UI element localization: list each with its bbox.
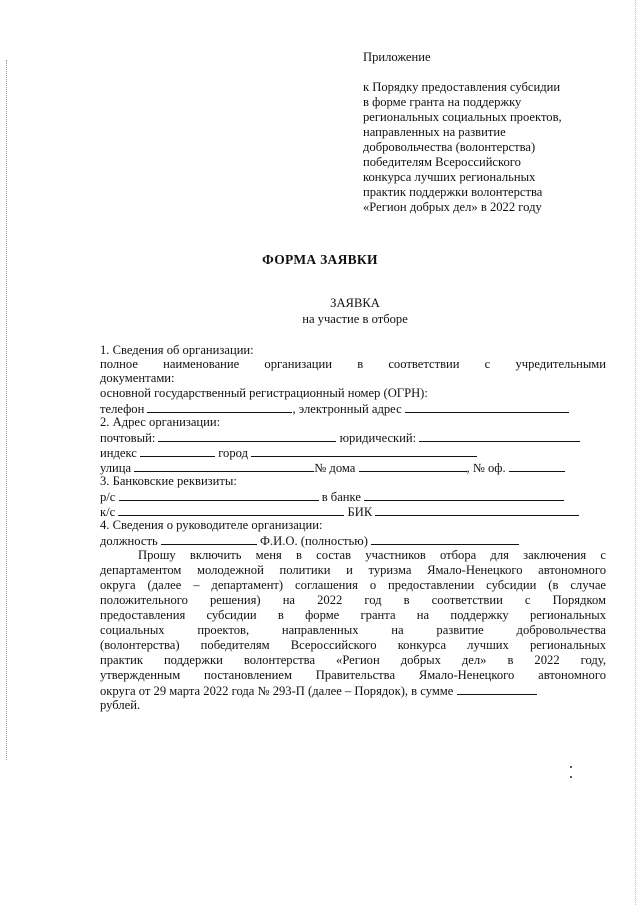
appendix-line: в форме гранта на поддержку [363, 95, 522, 109]
form-title: ФОРМА ЗАЯВКИ [262, 252, 378, 267]
index-label: индекс [100, 446, 137, 460]
bik-field[interactable] [375, 504, 579, 516]
full-name-label-cont: документами: [100, 371, 175, 385]
request-line: практик поддержки волонтерства «Регион добрых дел» в 2022 году, [100, 653, 606, 667]
office-label: , № оф. [466, 461, 506, 475]
section-2-heading: 2. Адрес организации: [100, 415, 221, 429]
position-field[interactable] [161, 533, 257, 545]
section-1-heading: 1. Сведения об организации: [100, 343, 254, 357]
rs-label: р/с [100, 490, 116, 504]
amount-field[interactable] [457, 683, 537, 695]
rs-field[interactable] [119, 489, 319, 501]
request-line: департаментом молодежной политики и туризма Ямало-Ненецкого автономного [100, 563, 606, 577]
email-label: , электронный адрес [292, 402, 402, 416]
house-label: № дома [314, 461, 356, 475]
bank-field[interactable] [364, 489, 564, 501]
email-field[interactable] [405, 401, 569, 413]
legal-address-field[interactable] [419, 430, 580, 442]
scan-right-edge [635, 0, 636, 905]
request-line: положительного решения) на 2022 год в соответствии с Порядком [100, 593, 606, 607]
appendix-line: практик поддержки волонтерства [363, 185, 543, 199]
appendix-line: добровольчества (волонтерства) [363, 140, 536, 154]
request-line: предоставления субсидии в форме гранта на поддержку региональных [100, 608, 606, 622]
appendix-line: направленных на развитие [363, 125, 506, 139]
appendix-line: конкурса лучших региональных [363, 170, 536, 184]
section-4-heading: 4. Сведения о руководителе организации: [100, 518, 323, 532]
postal-label: почтовый: [100, 431, 156, 445]
house-field[interactable] [359, 460, 467, 472]
scan-speck [570, 776, 572, 778]
head-row [100, 533, 519, 549]
appendix-heading: Приложение [363, 50, 431, 64]
scan-speck [570, 766, 572, 768]
fio-label: Ф.И.О. (полностью) [260, 534, 368, 548]
request-line: утвержденным постановлением Правительства Ямало-Ненецкого автономного [100, 668, 606, 682]
request-line: округа (далее – департамент) соглашения о предоставлении субсидии (в случае [100, 578, 606, 592]
appendix-line: региональных социальных проектов, [363, 110, 562, 124]
postal-address-field[interactable] [158, 430, 336, 442]
index-field[interactable] [140, 445, 215, 457]
section-3-heading: 3. Банковские реквизиты: [100, 474, 237, 488]
legal-label: юридический: [339, 431, 417, 445]
address-row-2 [100, 445, 477, 461]
request-line: (волонтерства) победителям Всероссийского конкурса лучших региональных [100, 638, 606, 652]
street-label: улица [100, 461, 132, 475]
bank-row-1 [100, 489, 564, 505]
address-row-1 [100, 430, 580, 446]
request-line: социальных проектов, направленных на развитие добровольчества [100, 623, 606, 637]
request-line: округа от 29 марта 2022 года № 293-П (далее – Порядок), в сумме [100, 684, 454, 698]
phone-label: телефон [100, 402, 145, 416]
currency-label: рублей. [100, 698, 141, 712]
bik-label: БИК [347, 505, 373, 519]
application-subtitle: на участие в отборе [302, 312, 408, 326]
ks-field[interactable] [118, 504, 344, 516]
position-label: должность [100, 534, 158, 548]
amount-row [100, 683, 537, 699]
application-title: ЗАЯВКА [330, 296, 380, 310]
request-line: Прошу включить меня в состав участников отбора для заключения с [138, 548, 606, 562]
ks-label: к/с [100, 505, 116, 519]
fio-field[interactable] [371, 533, 519, 545]
office-field[interactable] [509, 460, 565, 472]
bank-label: в банке [321, 490, 361, 504]
appendix-line: «Регион добрых дел» в 2022 году [363, 200, 542, 214]
appendix-line: к Порядку предоставления субсидии [363, 80, 561, 94]
ogrn-label: основной государственный регистрационный номер (ОГРН): [100, 386, 428, 400]
appendix-line: победителям Всероссийского [363, 155, 521, 169]
phone-field[interactable] [147, 401, 292, 413]
full-name-label: полное наименование организации в соответствии с учредительными [100, 357, 606, 371]
city-field[interactable] [251, 445, 477, 457]
street-field[interactable] [134, 460, 314, 472]
scan-left-edge [6, 60, 7, 760]
city-label: город [218, 446, 248, 460]
